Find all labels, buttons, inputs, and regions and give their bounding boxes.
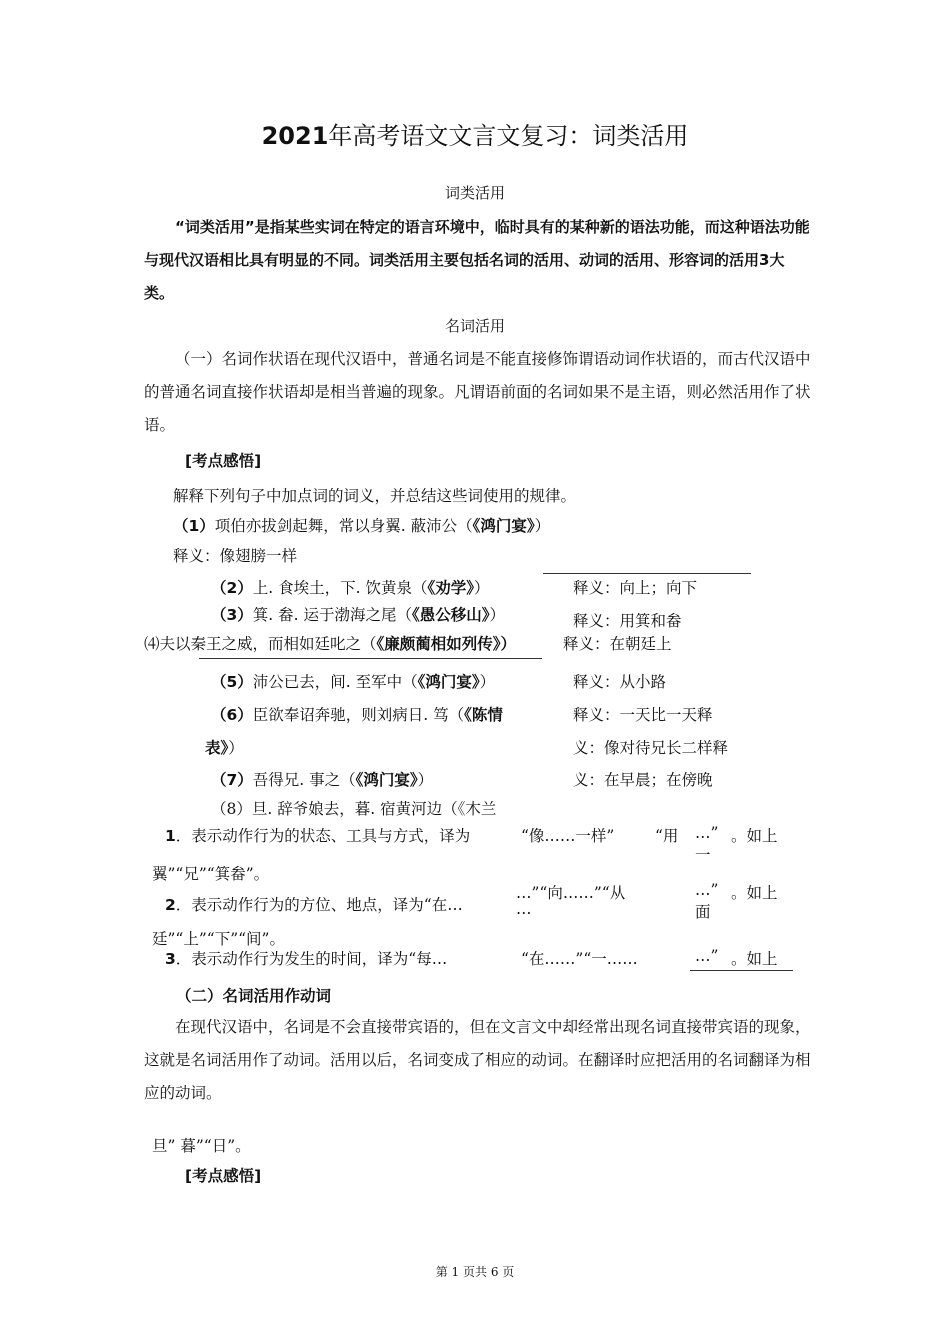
- rule-3-q1: “在……”“一……: [521, 950, 638, 968]
- answer-line-3: [690, 970, 793, 971]
- example-3-num: （3）: [211, 606, 253, 624]
- example-7: [211, 768, 433, 790]
- page-title: [0, 116, 950, 151]
- trailing-examples: 旦” 暮”“日”。: [152, 1137, 251, 1155]
- example-1-text: 项伯亦拔剑起舞，常以身翼. 蔽沛公（: [214, 517, 473, 535]
- example-7-explanation: 义：在早晨；在傍晚: [573, 771, 713, 789]
- example-7-end: ）: [417, 771, 434, 789]
- rule-3: [165, 947, 447, 969]
- example-3-explanation: 释义：用箕和畚: [573, 612, 682, 630]
- rule-2-q3-below: 面: [695, 903, 711, 921]
- rule-2-q1: …”“向……”“从: [516, 884, 626, 902]
- example-8-clip: [211, 798, 541, 818]
- rule-1-q3: …”: [695, 824, 719, 842]
- rule-3-tail: 。如上: [731, 950, 778, 968]
- rule-1: [165, 824, 470, 846]
- example-5-text: 沛公已去，间. 至军中（: [252, 673, 418, 691]
- instruction-text: 解释下列句子中加点词的词义，并总结这些词使用的规律。: [173, 487, 577, 505]
- example-2-explanation: 释义：向上；向下: [573, 579, 698, 597]
- example-8-partial: （8）旦. 辞爷娘去，暮. 宿黄河边（《木兰: [211, 800, 497, 818]
- example-5: [211, 670, 495, 692]
- example-2-source: 《劝学》: [427, 579, 475, 597]
- example-1-num: （1）: [173, 517, 215, 535]
- example-4-num: ⑷: [144, 635, 160, 653]
- example-6: [211, 703, 503, 725]
- section-heading-word-class: 词类活用: [444, 184, 505, 202]
- example-1-explanation: 释义：像翅膀一样: [173, 547, 298, 565]
- example-5-explanation: 释义：从小路: [573, 673, 667, 691]
- rule-3-q3: …”: [695, 947, 719, 965]
- example-4-text: 夫以秦王之威，而相如廷叱之（: [159, 635, 377, 653]
- example-4-source: 《廉颇蔺相如列传》: [376, 635, 501, 653]
- example-3-end: ）: [489, 606, 506, 624]
- example-5-end: ）: [479, 673, 496, 691]
- example-6-explanation: 释义：一天比一天释: [573, 706, 713, 724]
- part1-paragraph: （一）名词作状语在现代汉语中，普通名词是不能直接修饰谓语动词作状语的，而古代汉语中的普通名词直接作状语却是相当普遍的现象。凡谓语前面的名词如果不是主语，则必然活用作了状语。: [144, 350, 811, 434]
- example-4-end: ）: [500, 635, 517, 653]
- rule-2-tail: 。如上: [731, 884, 778, 902]
- rule-2-text: ．表示动作行为的方位、地点，译为“在…: [175, 896, 463, 914]
- rule-1-q3-below: 一: [695, 846, 711, 864]
- example-7-num: （7）: [211, 771, 253, 789]
- example-2-end: ）: [474, 579, 490, 597]
- example-3-source: 《愚公移山》: [412, 606, 490, 624]
- example-1: [173, 514, 550, 536]
- rule-2-q3: …”: [695, 881, 719, 899]
- part2-heading: （二）名词活用作动词: [176, 987, 332, 1005]
- rule-1-tail: 。如上: [731, 827, 778, 845]
- example-3: [211, 603, 505, 625]
- example-2: [211, 576, 490, 598]
- rule-2-cont: 廷”“上”“下”“间”。: [152, 930, 285, 948]
- example-7-text: 吾得兄. 事之（: [252, 771, 356, 789]
- example-5-num: （5）: [211, 673, 253, 691]
- rule-3-text: ．表示动作行为发生的时间，译为“每…: [175, 950, 448, 968]
- example-2-num: （2）: [211, 579, 253, 597]
- section-heading-noun-usage: 名词活用: [444, 317, 505, 335]
- example-6-source: 《陈情: [464, 706, 503, 724]
- example-3-text: 箕. 畚. 运于渤海之尾（: [252, 606, 413, 624]
- example-4: [144, 632, 516, 654]
- rule-2-q1-below: …: [516, 900, 532, 918]
- rule-1-q2: “用: [655, 827, 679, 845]
- example-4-explanation: 释义：在朝廷上: [563, 635, 672, 653]
- intro-paragraph: “词类活用”是指某些实词在特定的语言环境中，临时具有的某种新的语法功能，而这种语法功能与现代汉语相比具有明显的不同。词类活用主要包括名词的活用、动词的活用、形容词的活用3大类。: [144, 218, 810, 302]
- rule-3-num: 3: [165, 950, 176, 968]
- rule-1-cont: 翼”“兄”“箕畚”。: [152, 865, 270, 883]
- rule-2-below-clip: [695, 902, 725, 921]
- example-1-source: 《鸿门宴》: [472, 517, 535, 535]
- rule-1-num: 1: [165, 827, 176, 845]
- example-6-num: （6）: [211, 706, 253, 724]
- rule-1-text: ．表示动作行为的状态、工具与方式，译为: [175, 827, 471, 845]
- title-text: 年高考语文文言文复习：词类活用: [328, 122, 689, 150]
- part2-paragraph: 在现代汉语中，名词是不会直接带宾语的，但在文言文中却经常出现名词直接带宾语的现象，这就是名词活用作了动词。活用以后，名词变成了相应的动词。在翻译时应把活用的名词翻译为相应的动词。: [144, 1018, 811, 1102]
- rule-1-q1: “像……一样”: [521, 827, 615, 845]
- answer-line-2: [199, 658, 542, 659]
- rule-2-num: 2: [165, 896, 176, 914]
- example-7-source: 《鸿门宴》: [355, 771, 418, 789]
- example-6-source-cont: 表》: [205, 739, 229, 757]
- example-6-text: 臣欲奉诏奔驰，则刘病日. 笃（: [252, 706, 465, 724]
- example-6-end: ）: [228, 739, 244, 757]
- answer-line-1: [543, 573, 751, 574]
- example-6-cont: [205, 736, 244, 758]
- rule-2: [165, 893, 463, 915]
- title-year: 2021: [261, 122, 329, 150]
- example-1-end: ）: [534, 517, 551, 535]
- kaodian-heading-1: [考点感悟]: [185, 452, 262, 470]
- page-footer: 第 1 页共 6 页: [435, 1265, 515, 1279]
- kaodian-heading-2: [考点感悟]: [185, 1167, 262, 1185]
- example-2-text: 上. 食埃土，下. 饮黄泉（: [252, 579, 428, 597]
- example-6-explanation-cont: 义：像对待兄长二样释: [573, 739, 729, 757]
- example-5-source: 《鸿门宴》: [417, 673, 480, 691]
- rule-1-below-clip: [695, 846, 725, 864]
